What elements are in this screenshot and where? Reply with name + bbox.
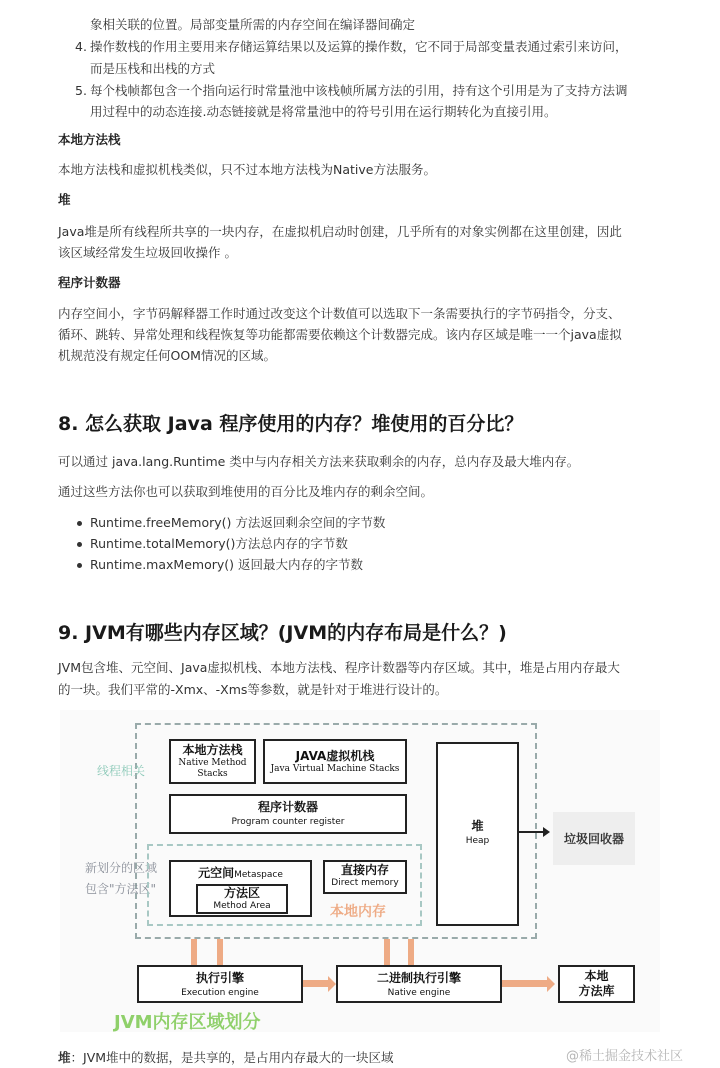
box-title: 方法区 xyxy=(223,886,260,900)
bullet-item: Runtime.maxMemory() 返回最大内存的字节数 xyxy=(90,557,363,572)
arrow-head-icon xyxy=(328,976,336,992)
box-title: 直接内存 xyxy=(340,863,389,877)
heading-native-stack: 本地方法栈 xyxy=(58,132,121,147)
bullet-item: Runtime.freeMemory() 方法返回剩余空间的字节数 xyxy=(90,515,386,530)
new-area-label: 新划分的区域 xyxy=(85,861,158,875)
paragraph: 机规范没有规定任何OOM情况的区域。 xyxy=(58,348,276,363)
arrow-down xyxy=(191,939,197,965)
method-area-box xyxy=(196,884,288,914)
box-subtitle: Native Method xyxy=(178,758,247,768)
box-title xyxy=(171,865,310,881)
watermark: @稀土掘金技术社区 xyxy=(566,1049,684,1064)
box-title: 程序计数器 xyxy=(257,800,318,814)
arrow-down xyxy=(384,939,390,965)
box-subtitle: Stacks xyxy=(197,769,228,779)
gc-box xyxy=(553,812,635,865)
bullet-icon xyxy=(77,563,82,568)
box-subtitle: Heap xyxy=(465,836,490,846)
bullet-item: Runtime.totalMemory()方法总内存的字节数 xyxy=(90,536,348,551)
paragraph: 本地方法栈和虚拟机栈类似，只不过本地方法栈为Native方法服务。 xyxy=(58,162,436,177)
native-engine-box xyxy=(336,965,502,1003)
new-area-label: 包含"方法区" xyxy=(85,882,157,896)
native-library-box xyxy=(558,965,635,1003)
box-title: JAVA虚拟机栈 xyxy=(295,749,375,763)
local-memory-label: 本地内存 xyxy=(330,904,386,920)
native-stack-box xyxy=(169,739,256,784)
list-item-5-cont: 用过程中的动态连接.动态链接就是将常量池中的符号引用在运行期转化为直接引用。 xyxy=(90,104,557,119)
paragraph: 通过这些方法你也可以获取到堆使用的百分比及堆内存的剩余空间。 xyxy=(58,484,434,499)
list-item-4-cont: 而是压栈和出栈的方式 xyxy=(90,61,216,76)
box-subtitle: Direct memory xyxy=(331,878,399,888)
box-subtitle: Method Area xyxy=(213,901,271,911)
metaspace-box xyxy=(169,860,312,917)
box-subtitle: Native engine xyxy=(387,988,451,998)
arrow-up xyxy=(217,939,223,965)
heading-pc: 程序计数器 xyxy=(58,275,121,290)
bullet-icon xyxy=(77,521,82,526)
jvm-memory-diagram xyxy=(60,710,660,1032)
paragraph: Java堆是所有线程所共享的一块内存，在虚拟机启动时创建，几乎所有的对象实例都在这里创建，因此 xyxy=(58,224,622,239)
metaspace-en: Metaspace xyxy=(234,870,283,880)
footer-text: ：JVM堆中的数据，是共享的，是占用内存最大的一块区域 xyxy=(70,1050,394,1065)
footer-line xyxy=(58,1048,394,1068)
section-9-title: 9. JVM有哪些内存区域？(JVM的内存布局是什么？) xyxy=(58,622,507,644)
arrow-right xyxy=(502,980,548,987)
box-title: 本地 xyxy=(584,969,609,983)
section-8-title: 8. 怎么获取 Java 程序使用的内存？堆使用的百分比？ xyxy=(58,413,524,435)
box-title: 堆 xyxy=(471,819,484,833)
thread-label: 线程相关 xyxy=(97,764,146,778)
direct-memory-box xyxy=(323,860,407,894)
diagram-caption: JVM内存区域划分 xyxy=(114,1012,261,1033)
execution-engine-box xyxy=(137,965,303,1003)
list-item-5: 每个栈帧都包含一个指向运行时常量池中该栈帧所属方法的引用，持有这个引用是为了支持方法调 xyxy=(90,83,628,98)
box-subtitle: Java Virtual Machine Stacks xyxy=(270,764,400,774)
paragraph: JVM包含堆、元空间、Java虚拟机栈、本地方法栈、程序计数器等内存区域。其中，堆是占用内存最大 xyxy=(58,660,620,675)
paragraph: 内存空间小，字节码解释器工作时通过改变这个计数值可以选取下一条需要执行的字节码指令，分支、 xyxy=(58,306,621,321)
bullet-icon xyxy=(77,542,82,547)
paragraph: 循环、跳转、异常处理和线程恢复等功能都需要依赖这个计数器完成。该内存区域是唯一一个java虚拟 xyxy=(58,327,622,342)
heading-heap: 堆 xyxy=(58,192,71,207)
box-subtitle: Execution engine xyxy=(181,988,259,998)
paragraph: 该区域经常发生垃圾回收操作 。 xyxy=(58,245,237,260)
box-subtitle: Program counter register xyxy=(231,817,345,827)
arrow-up xyxy=(408,939,414,965)
heap-box xyxy=(436,742,519,926)
arrow-head-icon xyxy=(543,827,550,837)
list-item-4: 操作数栈的作用主要用来存储运算结果以及运算的操作数，它不同于局部变量表通过索引来访问， xyxy=(90,39,628,54)
box-title: 二进制执行引擎 xyxy=(376,971,461,985)
paragraph: 可以通过 java.lang.Runtime 类中与内存相关方法来获取剩余的内存，总内存及最大堆内存。 xyxy=(58,454,580,469)
box-title: 执行引擎 xyxy=(195,971,244,985)
paragraph: 的一块。我们平常的-Xmx、-Xms等参数，就是针对于堆进行设计的。 xyxy=(58,682,448,697)
jvm-stack-box xyxy=(263,739,407,784)
metaspace-zh: 元空间 xyxy=(198,866,235,880)
list-number: 4. xyxy=(75,39,87,54)
list-item-3-continuation: 象相关联的位置。局部变量所需的内存空间在编译器间确定 xyxy=(90,17,416,32)
box-title: 本地方法栈 xyxy=(182,743,243,757)
list-number: 5. xyxy=(75,83,87,98)
gc-label: 垃圾回收器 xyxy=(563,832,624,846)
box-title: 方法库 xyxy=(578,984,615,998)
arrow-to-gc xyxy=(519,831,545,833)
pc-box xyxy=(169,794,407,834)
arrow-right xyxy=(303,980,329,987)
arrow-head-icon xyxy=(547,976,555,992)
footer-bold: 堆 xyxy=(58,1050,71,1065)
